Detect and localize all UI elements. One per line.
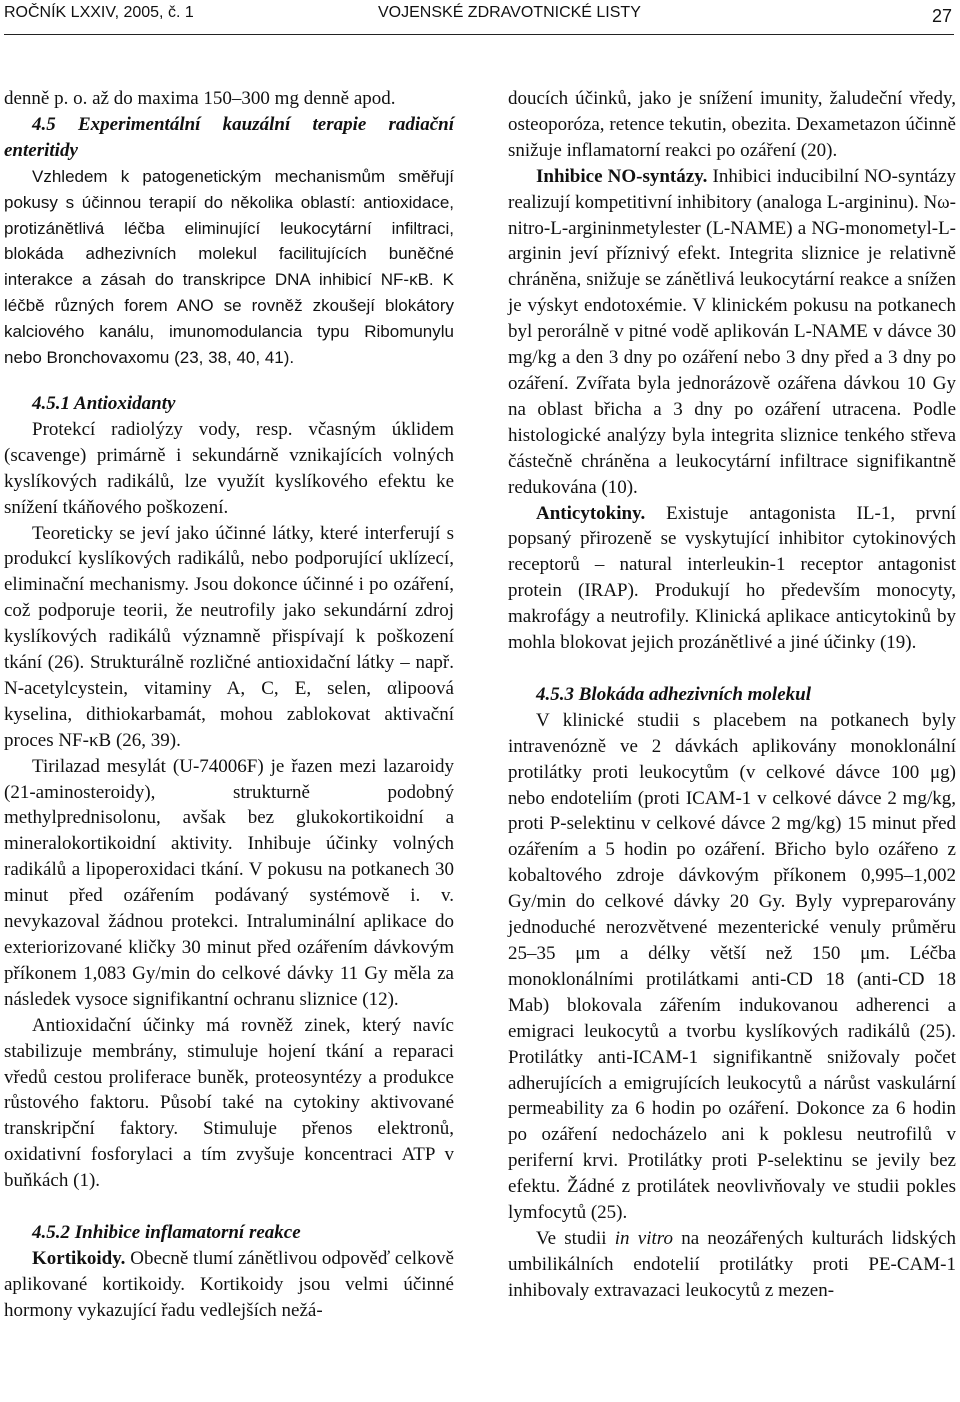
section-heading: 4.5.3 Blokáda adhezivních molekul [536, 683, 811, 705]
volume-info: ROČNÍK LXXIV, 2005, č. 1 [4, 4, 194, 21]
paragraph-text: na neozářených kulturách lidských umbilikálních endotelií protilátky proti PE-CAM-1 inhibovaly extravazaci leukocytů z mezen- [508, 1227, 956, 1301]
page-number: 27 [931, 6, 952, 26]
paragraph-text: Existuje antagonista IL-1, první popsaný přirozeně se vyskytující inhibitor cytokinových receptorů – natural interleukin-1 receptor antagonist protein (IRAP). Produkují ho především monocyty, makrofágy a neutrofily. Klinická aplikace anticytokinů by mohla blokovat jejich prozánětlivé a jiné účinky (19). [508, 502, 956, 654]
paragraph: V klinické studii s placebem na potkanech byly intravenózně ve 2 dávkách aplikovány monoklonální protilátky proti leukocytům (v celkové dávce 100 μg) nebo endoteliím (proti ICAM-1 v celkové dávce 2 mg/kg, proti P-selektinu v celkové dávce 2 mg/kg) 15 minut před ozářením a 5 hodin po ozáření. Břicho bylo ozářeno z kobaltového zdroje dávkovým příkonem 0,995–1,002 Gy/min do celkové dávky 20 Gy. Byly vypreparovány jednoduché nerozvětvené mezenterické venuly průměru 25–35 μm a délky větší než 150 μm. Léčba monoklonálními protilátkami anti-CD 18 (anti-CD 18 Mab) blokovala zářením indukovanou adherenci a emigraci leukocytů a tvorbu kyslíkových radikálů (25). Protilátky anti-ICAM-1 signifikantně snižovaly počet adherujících a emigrujících leukocytů a nárůst vaskulární permeability za 6 hodin po ozáření. Dokonce za 6 hodin po ozáření nedocházelo ani k poklesu neutrofilů v periferní krvi. Protilátky proti P-selektinu se jevily bez efektu. Žádné z protilátek neovlivňovaly ve studii pokles lymfocytů (25). [508, 709, 956, 1224]
paragraph-text: Ve studii [536, 1227, 615, 1249]
run-in-heading: Inhibice NO-syntázy. [536, 165, 708, 187]
paragraph-text: Obecně tlumí zánětlivou odpověď celkově aplikované kortikoidy. Kortikoidy jsou velmi účinné hormony vykazující řadu vedlejších nežá- [4, 1247, 454, 1321]
header-rule [4, 34, 954, 35]
paragraph: Antioxidační účinky má rovněž zinek, který navíc stabilizuje membrány, stimuluje hojení tkání a reparaci vředů cestou proliferace buněk, proteosyntézy a produkce růstového faktoru. Působí také na cytokiny aktivované transkripční faktory. Stimuluje přenos elektronů, oxidativní fosforylaci a tím zvyšuje koncentraci ATP v buňkách (1). [4, 1014, 454, 1192]
journal-title: VOJENSKÉ ZDRAVOTNICKÉ LISTY [378, 4, 641, 21]
paragraph [508, 1226, 956, 1304]
paragraph: Protekcí radiolýzy vody, resp. včasným úklidem (scavenge) primárně i sekundárně vznikajících volných kyslíkových radikálů, lze využít kyslíkového efektu ke snížení tkáňového poškození. [4, 418, 454, 518]
paragraph: Teoreticky se jeví jako účinné látky, které interferují s produkcí kyslíkových radikálů, nebo podporující uklízecí, eliminační mechanismy. Jsou dokonce účinné i po ozáření, což podporuje teorii, že neutrofily jako sekundární zdroj kyslíkových radikálů významně přispívají k poškození tkání (26). Strukturálně rozličné antioxidační látky – např. N-acetylcystein, vitaminy A, C, E, selen, αlipoová kyselina, dithiokarbamát, mohou zablokovat aktivační proces NF-κB (26, 39). [4, 522, 454, 751]
paragraph: denně p. o. až do maxima 150–300 mg denně apod. [4, 88, 396, 109]
left-column [4, 86, 454, 1324]
paragraph: doucích účinků, jako je snížení imunity, žaludeční vředy, osteoporóza, retence tekutin, obezita. Dexametazon účinně snižuje inflamatorní reakci po ozáření (20). [508, 88, 956, 161]
section-heading: 4.5.1 Antioxidanty [32, 392, 176, 414]
paragraph: Vzhledem k patogenetickým mechanismům směřují pokusy s účinnou terapií do několika oblastí: antioxidace, protizánětlivá léčba eliminující leukocytární infiltraci, blokáda adhezivních molekul facilitujících buněčné interakce a zásah do transkripce DNA inhibicí NF-κB. K léčbě různých forem ANO se rovněž zkoušejí blokátory kalciového kanálu, imunomodulancia typu Ribomunylu nebo Bronchovaxomu (23, 38, 40, 41). [4, 166, 454, 368]
paragraph [4, 1246, 454, 1324]
right-column [508, 86, 956, 1304]
italic-term: in vitro [614, 1227, 673, 1249]
paragraph [508, 501, 956, 656]
run-in-heading: Anticytokiny. [536, 502, 646, 524]
section-heading: 4.5 Experimentální kauzální terapie radiační enteritidy [4, 113, 454, 161]
paragraph [508, 164, 956, 501]
running-header [4, 2, 956, 32]
section-heading: 4.5.2 Inhibice inflamatorní reakce [32, 1222, 301, 1244]
run-in-heading: Kortikoidy. [32, 1247, 126, 1269]
paragraph-text: Inhibici inducibilní NO-syntázy realizují kompetitivní inhibitory (analoga L-argininu). Nω-nitro-L-argininmetylester (L-NAME) a NG-monometyl-L-arginin jeví příznivý efekt. Integrita sliznice je relativně chráněna, snižuje se zánětlivá leukocytární reakce a snížen je výskyt endotoxémie. V klinickém pokusu na potkanech byl perorálně v pitné vodě aplikován L-NAME v dávce 30 mg/kg a den 3 dny po ozáření nebo 3 dny před a 3 dny po ozáření. Zvířata byla jednorázově ozářena dávkou 10 Gy na oblast břicha a 3 dny po ozáření utracena. Podle histologické analýzy byla integrita sliznice tenkého střeva částečně chráněna a leukocytární infiltrace signifikantně redukována (10). [508, 165, 956, 498]
paragraph: Tirilazad mesylát (U-74006F) je řazen mezi lazaroidy (21-aminosteroidy), strukturně podobný methylprednisolonu, avšak bez glukokortikoidní a mineralokortikoidní aktivity. Inhibuje účinky volných radikálů a lipoperoxidaci tkání. V pokusu na potkanech 30 minut před ozářením podávaný systémově i. v. nevykazoval žádnou protekci. Intraluminální aplikace do exteriorizované kličky 30 minut před ozářením dávkovým příkonem 1,083 Gy/min do celkové dávky 11 Gy měla za následek vysoce signifikantní ochranu sliznice (12). [4, 755, 454, 1010]
